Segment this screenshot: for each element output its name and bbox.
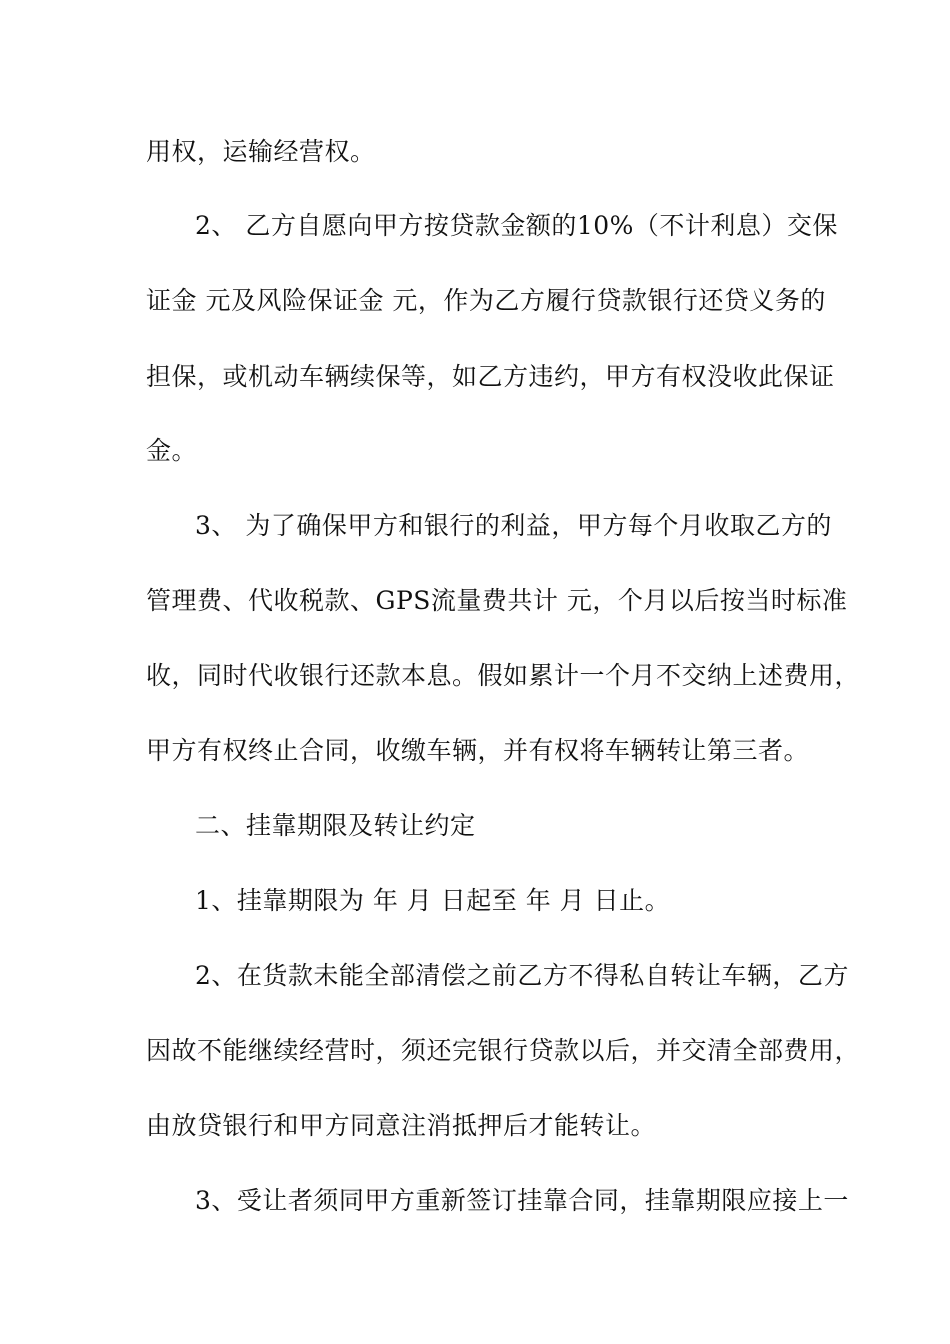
text-line: 3、受让者须同甲方重新签订挂靠合同，挂靠期限应接上一 [195, 1186, 849, 1215]
section-heading: 二、挂靠期限及转让约定 [195, 811, 476, 840]
text-line: 因故不能继续经营时，须还完银行贷款以后，并交清全部费用， [146, 1036, 861, 1065]
text-line: 用权，运输经营权。 [146, 137, 376, 166]
text-line: 1、挂靠期限为 年 月 日起至 年 月 日止。 [195, 886, 671, 915]
text-line: 甲方有权终止合同，收缴车辆，并有权将车辆转让第三者。 [146, 736, 810, 765]
text-line: 收，同时代收银行还款本息。假如累计一个月不交纳上述费用， [146, 661, 861, 690]
text-line: 管理费、代收税款、GPS流量费共计 元，个月以后按当时标准 [146, 586, 848, 615]
text-line: 金。 [146, 436, 198, 465]
text-line: 2、 乙方自愿向甲方按贷款金额的10%（不计利息）交保 [195, 211, 838, 240]
text-line: 担保，或机动车辆续保等，如乙方违约，甲方有权没收此保证 [146, 362, 835, 391]
text-line: 2、在货款未能全部清偿之前乙方不得私自转让车辆，乙方 [195, 961, 849, 990]
text-line: 由放贷银行和甲方同意注消抵押后才能转让。 [146, 1111, 657, 1140]
text-line: 证金 元及风险保证金 元，作为乙方履行贷款银行还贷义务的 [146, 286, 826, 315]
text-line: 3、 为了确保甲方和银行的利益，甲方每个月收取乙方的 [195, 511, 832, 540]
